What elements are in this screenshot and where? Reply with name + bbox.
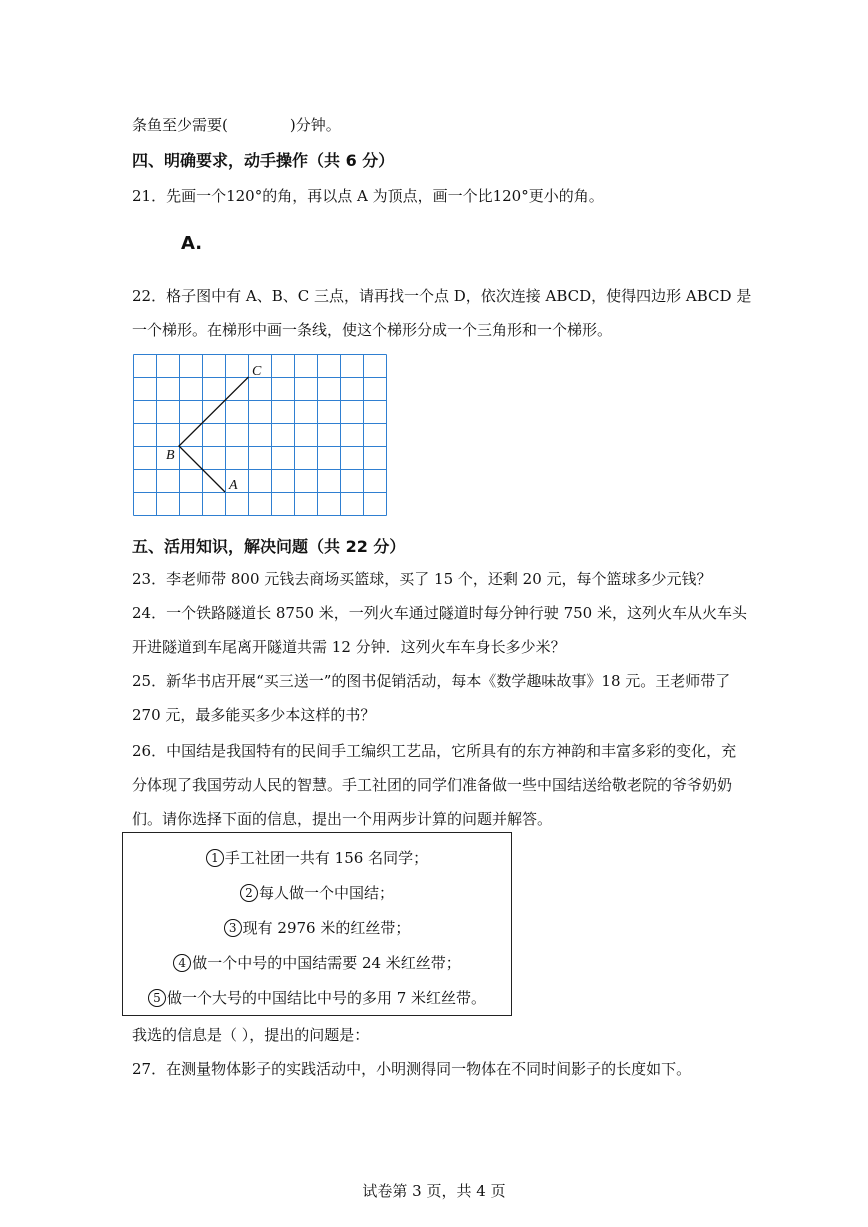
point-a-label: A.	[181, 233, 203, 254]
info-text: 手工社团一共有 156 名同学；	[224, 849, 429, 867]
section-4-heading: 四、明确要求，动手操作（共 6 分）	[132, 151, 395, 170]
info-text: 做一个大号的中国结比中号的多用 7 米红丝带。	[166, 989, 487, 1007]
question-26-line1: 26．中国结是我国特有的民间手工编织工艺品，它所具有的东方神韵和丰富多彩的变化，充	[132, 742, 737, 760]
q20-tail	[132, 114, 341, 135]
question-24-line1: 24．一个铁路隧道长 8750 米，一列火车通过隧道时每分钟行驶 750 米，这列火车从火车头	[132, 604, 747, 622]
chosen-info-line: 我选的信息是（ ），提出的问题是：	[132, 1026, 370, 1044]
info-box	[122, 832, 512, 1016]
circled-number: 5	[148, 989, 166, 1007]
q20-tail-text: 条鱼至少需要(	[132, 116, 228, 134]
question-21: 21．先画一个120°的角，再以点 A 为顶点，画一个比120°更小的角。	[132, 187, 604, 205]
question-24-line2: 开进隧道到车尾离开隧道共需 12 分钟．这列火车车身长多少米？	[132, 638, 566, 656]
info-text: 现有 2976 米的红丝带；	[242, 919, 411, 937]
info-item-4	[123, 952, 511, 973]
question-23: 23．李老师带 800 元钱去商场买篮球，买了 15 个，还剩 20 元，每个篮球多少元钱？	[132, 570, 712, 588]
question-26-line3: 们。请你选择下面的信息，提出一个用两步计算的问题并解答。	[132, 810, 553, 828]
info-item-3	[123, 917, 511, 938]
info-item-2	[123, 882, 511, 903]
question-25-line1: 25．新华书店开展“买三送一”的图书促销活动，每本《数学趣味故事》18 元。王老师带了	[132, 672, 731, 690]
label-b: B	[166, 448, 175, 463]
info-text: 每人做一个中国结；	[258, 884, 394, 902]
info-text: 做一个中号的中国结需要 24 米红丝带；	[192, 954, 461, 972]
question-25-line2: 270 元，最多能买多少本这样的书？	[132, 706, 376, 724]
section-5-heading: 五、活用知识，解决问题（共 22 分）	[132, 537, 406, 556]
circled-number: 1	[206, 849, 224, 867]
question-22-line1: 22．格子图中有 A、B、C 三点，请再找一个点 D，依次连接 ABCD，使得四边形 ABCD 是	[132, 287, 752, 305]
question-26-line2: 分体现了我国劳动人民的智慧。手工社团的同学们准备做一些中国结送给敬老院的爷爷奶奶	[132, 776, 733, 794]
question-22-line2: 一个梯形。在梯形中画一条线，使这个梯形分成一个三角形和一个梯形。	[132, 321, 613, 339]
segment-cba	[179, 377, 249, 492]
q20-tail-unit: )分钟。	[289, 116, 341, 134]
grid-figure	[133, 354, 389, 516]
label-a: A	[229, 478, 238, 493]
circled-number: 3	[224, 919, 242, 937]
info-item-5	[123, 987, 511, 1008]
label-c: C	[252, 364, 262, 379]
question-27: 27．在测量物体影子的实践活动中，小明测得同一物体在不同时间影子的长度如下。	[132, 1060, 692, 1078]
circled-number: 4	[173, 954, 191, 972]
circled-number: 2	[240, 884, 258, 902]
page-footer: 试卷第 3 页，共 4 页	[362, 1182, 506, 1200]
info-item-1	[123, 847, 511, 868]
